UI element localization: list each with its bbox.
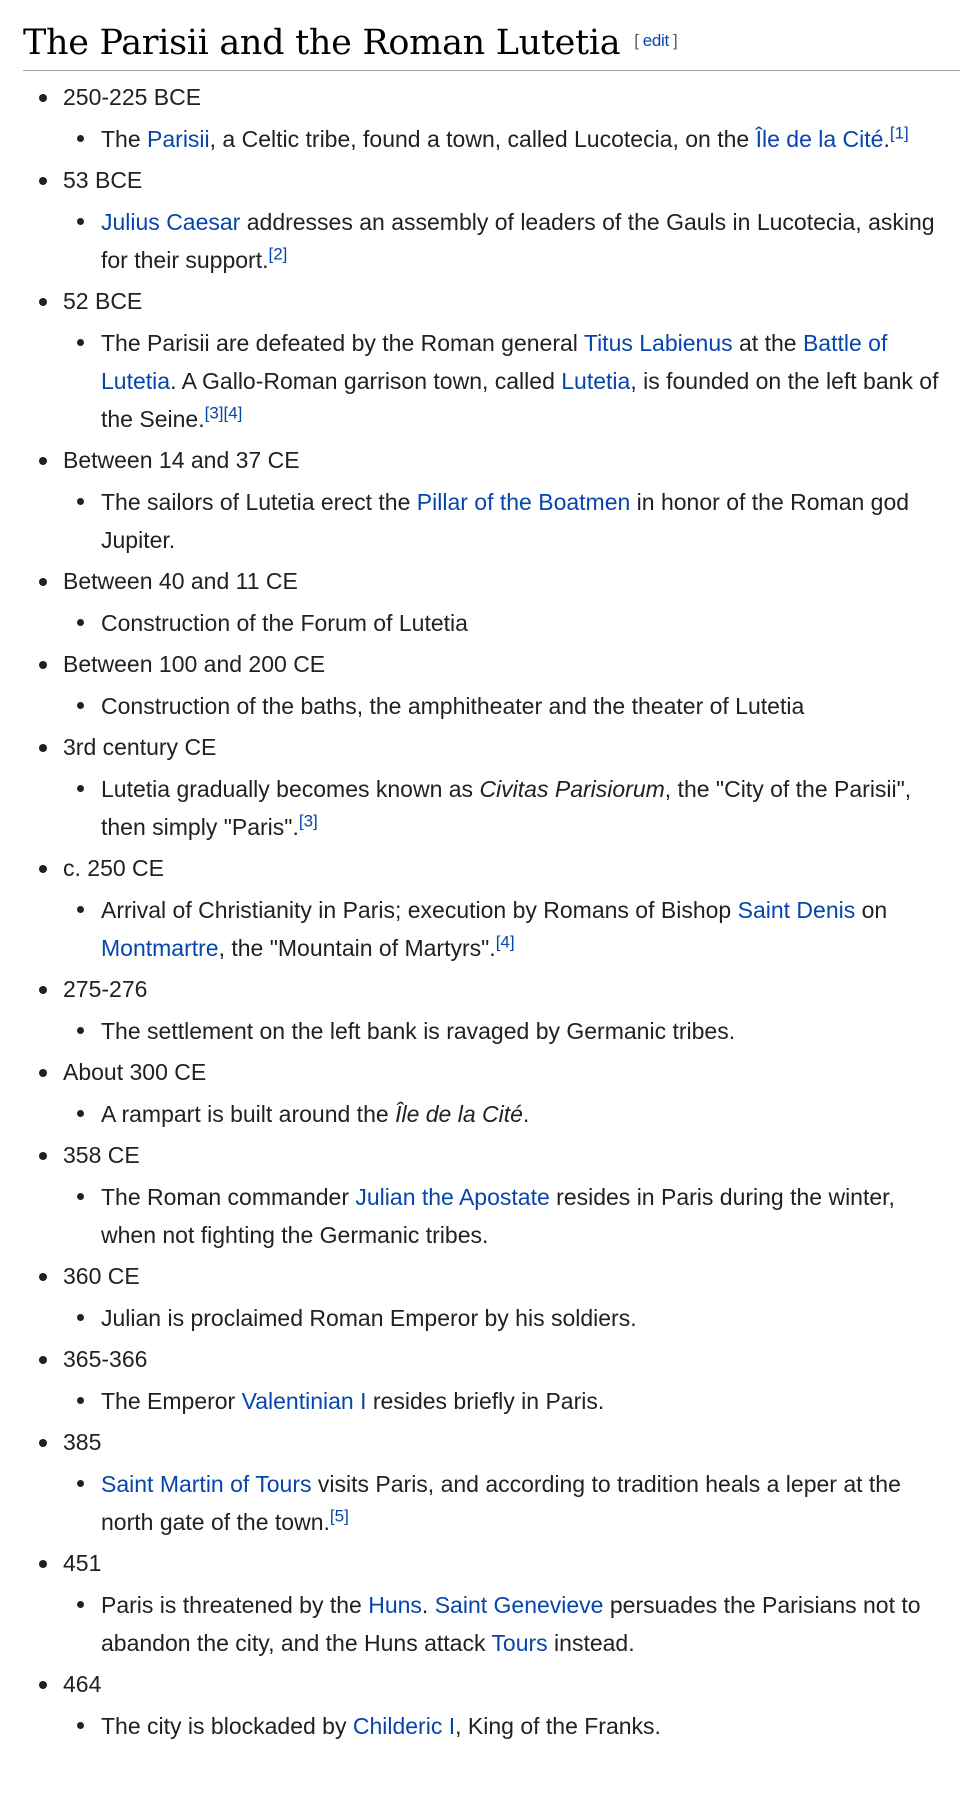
timeline-description [63,1095,960,1133]
description-text: at the [732,330,803,356]
timeline-sublist [63,120,960,158]
timeline-item [23,1545,960,1662]
description-text: resides briefly in Paris. [366,1388,605,1414]
timeline-description [63,687,960,725]
description-text: . A Gallo-Roman garrison town, called [170,368,562,394]
wiki-link[interactable]: Lutetia [561,368,631,394]
reference-link[interactable]: [4] [223,403,243,423]
description-text: Paris is threatened by the [101,1592,369,1618]
timeline-description [63,1012,960,1050]
timeline-item [23,1341,960,1420]
wiki-link[interactable]: Île de la Cité [755,126,884,152]
wiki-link[interactable]: Battle of Lutetia [101,330,888,394]
timeline-date: c. 250 CE [63,855,164,881]
timeline-description [63,203,960,279]
description-text: The sailors of Lutetia erect the [101,489,417,515]
description-text: , King of the Franks. [455,1713,661,1739]
timeline-date: Between 40 and 11 CE [63,568,298,594]
description-text: Construction of the baths, the amphitheater and the theater of Lutetia [101,693,805,719]
wiki-link[interactable]: Saint Martin of Tours [101,1471,312,1497]
edit-bracket-close: ] [672,31,678,51]
description-text: . [883,126,890,152]
timeline-date: Between 100 and 200 CE [63,651,326,677]
timeline-description [63,1178,960,1254]
timeline-date: 3rd century CE [63,734,217,760]
timeline-description [63,1707,960,1745]
timeline-sublist [63,687,960,725]
italic-text: Île de la Cité [395,1101,523,1127]
wiki-link[interactable]: Huns [368,1592,422,1618]
description-text: The Emperor [101,1388,242,1414]
description-text: , is founded on the left bank of the Seine. [101,368,939,432]
description-text: instead. [547,1630,635,1656]
timeline-date: 451 [63,1550,102,1576]
timeline-date: 250-225 BCE [63,84,202,110]
timeline-description [63,891,960,967]
timeline-sublist [63,1586,960,1662]
timeline-date: 360 CE [63,1263,140,1289]
wiki-link[interactable]: Childeric I [352,1713,456,1739]
timeline-sublist [63,1012,960,1050]
timeline-sublist [63,1178,960,1254]
section-heading [23,22,960,71]
timeline-sublist [63,604,960,642]
description-text: in honor of the Roman god Jupiter. [101,489,910,553]
description-text: Julian is proclaimed Roman Emperor by his soldiers. [101,1305,637,1331]
timeline-description [63,1299,960,1337]
reference-link[interactable]: [4] [495,932,515,952]
wiki-link[interactable]: Saint Denis [737,897,856,923]
timeline-item [23,79,960,158]
timeline-sublist [63,324,960,438]
reference-marker [205,403,224,422]
timeline-date: 365-366 [63,1346,148,1372]
timeline-description [63,120,960,158]
timeline-description [63,483,960,559]
timeline-item [23,850,960,967]
timeline-item [23,1424,960,1541]
timeline-item [23,729,960,846]
timeline-date: 385 [63,1429,102,1455]
reference-link[interactable]: [3] [204,403,224,423]
wiki-link[interactable]: Valentinian I [241,1388,367,1414]
description-text: visits Paris, and according to tradition heals a leper at the north gate of the town. [101,1471,901,1535]
timeline-date: 53 BCE [63,167,143,193]
timeline-item [23,971,960,1050]
timeline-date: 464 [63,1671,102,1697]
timeline-sublist [63,483,960,559]
timeline-item [23,646,960,725]
timeline-description [63,604,960,642]
section-title: The Parisii and the Roman Lutetia [23,23,621,63]
description-text: . [522,1101,530,1127]
description-text: The Roman commander [101,1184,356,1210]
timeline-date: About 300 CE [63,1059,207,1085]
timeline-sublist [63,1382,960,1420]
description-text: . [421,1592,435,1618]
wiki-link[interactable]: Tours [491,1630,548,1656]
timeline-sublist [63,1299,960,1337]
italic-text: Civitas Parisiorum [479,776,665,802]
reference-marker [330,1506,349,1525]
wiki-link[interactable]: Julius Caesar [101,209,241,235]
timeline-date: Between 14 and 37 CE [63,447,300,473]
wiki-link[interactable]: Montmartre [101,935,219,961]
wiki-link[interactable]: Julian the Apostate [355,1184,550,1210]
timeline-sublist [63,203,960,279]
timeline-description [63,1382,960,1420]
timeline-item [23,283,960,438]
reference-marker [496,932,515,951]
timeline-sublist [63,1707,960,1745]
wiki-link[interactable]: Saint Genevieve [434,1592,604,1618]
timeline-list [23,79,960,1745]
description-text: persuades the Parisians not to abandon the city, and the Huns attack [101,1592,921,1656]
description-text: Lutetia gradually becomes known as [101,776,480,802]
edit-section-link [634,31,677,50]
description-text: addresses an assembly of leaders of the Gauls in Lucotecia, asking for their support. [101,209,935,273]
reference-link[interactable]: [3] [298,811,318,831]
timeline-sublist [63,1465,960,1541]
description-text: The Parisii are defeated by the Roman general [101,330,584,356]
reference-marker [890,123,909,142]
timeline-item [23,162,960,279]
timeline-description [63,770,960,846]
description-text: , the "Mountain of Martyrs". [218,935,496,961]
timeline-item [23,563,960,642]
timeline-sublist [63,770,960,846]
timeline-item [23,1137,960,1254]
reference-marker [299,811,318,830]
description-text: on [855,897,888,923]
timeline-sublist [63,891,960,967]
reference-marker [268,244,287,263]
wiki-link[interactable]: Parisii [147,126,210,152]
timeline-item [23,1666,960,1745]
timeline-sublist [63,1095,960,1133]
timeline-item [23,442,960,559]
timeline-date: 275-276 [63,976,148,1002]
description-text: , the "City of the Parisii", then simply "Paris". [101,776,912,840]
wiki-link[interactable]: Pillar of the Boatmen [416,489,631,515]
article-section [23,0,960,1747]
edit-link[interactable]: edit [642,31,669,51]
wiki-link[interactable]: Titus Labienus [583,330,733,356]
edit-bracket-open: [ [634,31,639,51]
timeline-item [23,1054,960,1133]
description-text: A rampart is built around the [101,1101,396,1127]
timeline-description [63,324,960,438]
timeline-description [63,1465,960,1541]
description-text: The settlement on the left bank is ravaged by Germanic tribes. [101,1018,736,1044]
description-text: resides in Paris during the winter, when not fighting the Germanic tribes. [101,1184,895,1248]
reference-link[interactable]: [5] [329,1506,349,1526]
reference-link[interactable]: [1] [889,123,909,143]
description-text: , a Celtic tribe, found a town, called Lucotecia, on the [209,126,756,152]
description-text: The city is blockaded by [101,1713,353,1739]
timeline-date: 52 BCE [63,288,143,314]
description-text: Arrival of Christianity in Paris; execution by Romans of Bishop [101,897,738,923]
reference-marker [224,403,243,422]
description-text: The [101,126,148,152]
description-text: Construction of the Forum of Lutetia [101,610,468,636]
timeline-item [23,1258,960,1337]
timeline-date: 358 CE [63,1142,140,1168]
timeline-description [63,1586,960,1662]
reference-link[interactable]: [2] [268,244,288,264]
